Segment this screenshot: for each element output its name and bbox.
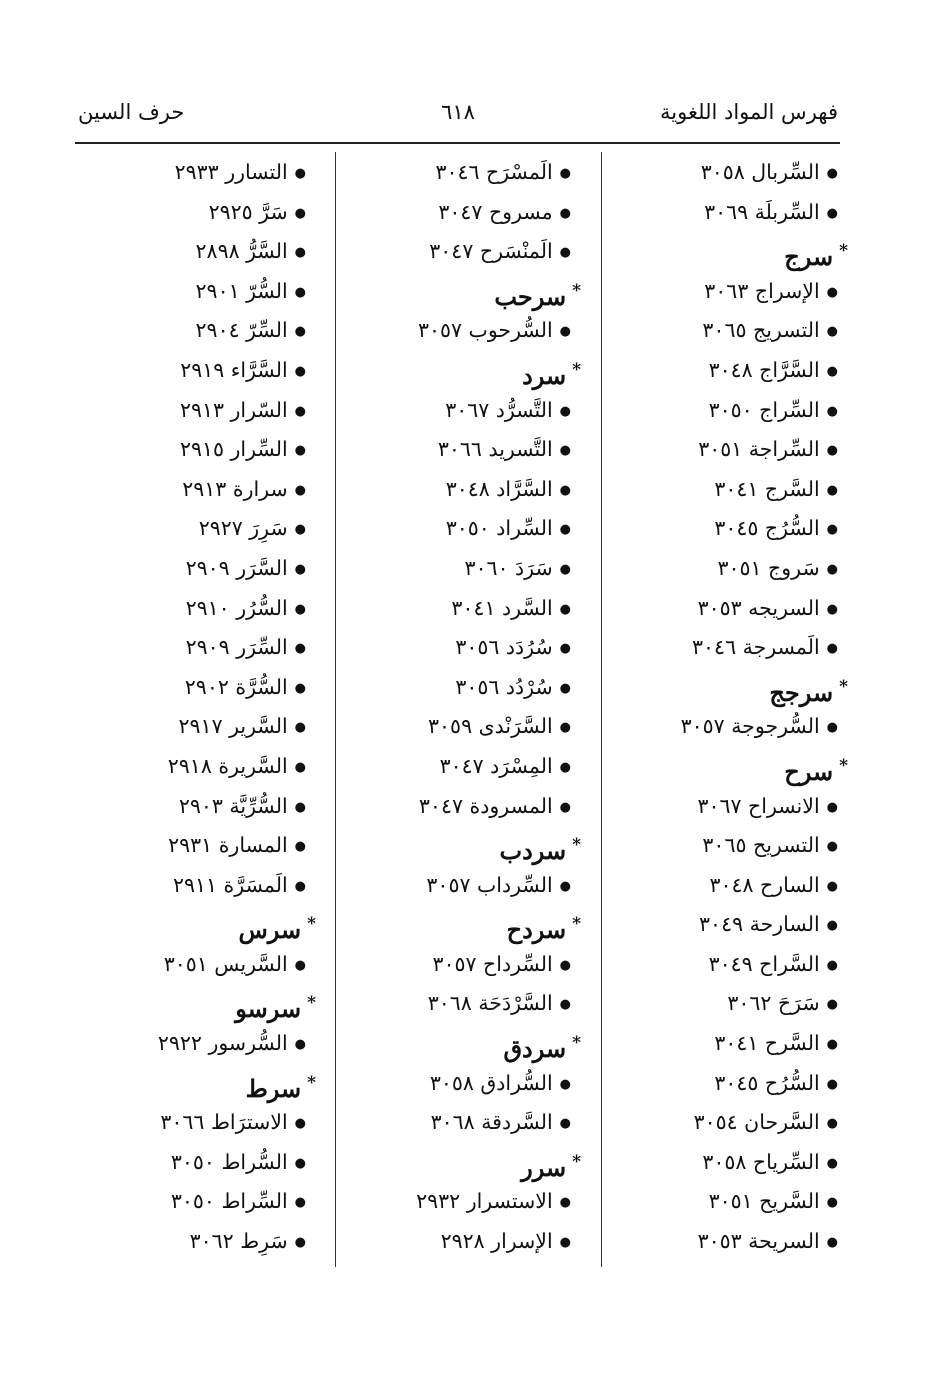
root-label: سردح [506, 915, 567, 945]
index-entry [331, 747, 571, 787]
entry-label: السُّراط ٣٠٥٠ [170, 1149, 288, 1174]
bullet-icon: ● [559, 403, 571, 419]
index-entry [61, 272, 306, 312]
entry-label: السارح ٣٠٤٨ [709, 872, 820, 897]
bullet-icon: ● [294, 1235, 306, 1251]
asterisk-icon: * [839, 241, 848, 262]
index-entry [61, 589, 306, 629]
entry-label: السِّراج ٣٠٥٠ [708, 397, 820, 422]
index-entry [331, 1182, 571, 1222]
bullet-icon: ● [294, 403, 306, 419]
bullet-icon: ● [559, 878, 571, 894]
bullet-icon: ● [559, 1116, 571, 1132]
entry-label: الَمسرجة ٣٠٤٦ [692, 635, 820, 660]
root-heading [61, 1064, 316, 1104]
bullet-icon: ● [559, 561, 571, 577]
entry-label: السُّرّ ٢٩٠١ [195, 278, 288, 303]
bullet-icon: ● [294, 641, 306, 657]
bullet-icon: ● [559, 166, 571, 181]
entry-label: السريحة ٣٠٥٣ [697, 1229, 820, 1254]
entry-label: السَّرح ٣٠٤١ [714, 1031, 820, 1056]
bullet-icon: ● [559, 957, 571, 973]
index-entry [331, 549, 571, 589]
index-entry [331, 153, 571, 193]
index-entry [603, 866, 838, 906]
entry-label: الانسراح ٣٠٦٧ [697, 793, 820, 818]
entry-label: السَّريرة ٢٩١٨ [167, 753, 288, 778]
index-entry [61, 1182, 306, 1222]
entry-label: الإسرار ٢٩٢٨ [440, 1229, 553, 1254]
bullet-icon: ● [826, 166, 838, 181]
entry-label: التسريج ٣٠٦٥ [702, 318, 820, 343]
index-entry [603, 391, 838, 431]
index-entry [61, 470, 306, 510]
index-entry [61, 549, 306, 589]
entry-label: التسريح ٣٠٦٥ [702, 833, 820, 858]
index-entry [603, 1143, 838, 1183]
bullet-icon: ● [294, 166, 306, 181]
index-entry [603, 153, 838, 193]
index-entry [603, 549, 838, 589]
index-entry [61, 351, 306, 391]
bullet-icon: ● [294, 324, 306, 340]
bullet-icon: ● [826, 918, 838, 934]
index-entry [331, 668, 571, 708]
entry-label: السَّرَّاج ٣٠٤٨ [708, 357, 820, 382]
root-label: سردب [499, 836, 567, 866]
entry-label: سَروج ٣٠٥١ [717, 555, 820, 580]
bullet-icon: ● [826, 324, 838, 340]
page-header [78, 100, 838, 130]
bullet-icon: ● [826, 839, 838, 855]
entry-label: سَرَّ ٢٩٢٥ [208, 199, 288, 224]
index-entry [331, 1103, 571, 1143]
bullet-icon: ● [559, 720, 571, 736]
entry-label: السِّرّ ٢٩٠٤ [195, 318, 288, 343]
root-label: سرط [245, 1073, 302, 1103]
bullet-icon: ● [559, 997, 571, 1013]
index-entry [61, 1143, 306, 1183]
header-rule [75, 142, 840, 144]
bullet-icon: ● [294, 482, 306, 498]
asterisk-icon: * [307, 1072, 316, 1093]
index-entry [61, 1103, 306, 1143]
bullet-icon: ● [294, 759, 306, 775]
index-entry [61, 668, 306, 708]
index-entry [61, 391, 306, 431]
index-entry [61, 509, 306, 549]
root-label: سرحب [494, 281, 567, 311]
entry-label: السُّرُج ٣٠٤٥ [714, 516, 820, 541]
bullet-icon: ● [826, 443, 838, 459]
bullet-icon: ● [559, 601, 571, 617]
bullet-icon: ● [826, 799, 838, 815]
bullet-icon: ● [294, 522, 306, 538]
index-column-left [61, 153, 316, 1262]
bullet-icon: ● [559, 522, 571, 538]
bullet-icon: ● [294, 561, 306, 577]
root-heading [331, 351, 581, 391]
bullet-icon: ● [294, 245, 306, 261]
bullet-icon: ● [294, 205, 306, 221]
index-entry [331, 1064, 571, 1104]
root-label: سرس [238, 915, 302, 945]
root-label: سرجج [769, 677, 834, 707]
bullet-icon: ● [559, 1076, 571, 1092]
entry-label: السَّرْدَحَة ٣٠٦٨ [427, 991, 553, 1016]
index-entry [603, 193, 838, 233]
asterisk-icon: * [572, 914, 581, 935]
entry-label: المِسْرَد ٣٠٤٧ [439, 753, 553, 778]
bullet-icon: ● [826, 363, 838, 379]
index-entry [331, 787, 571, 827]
entry-label: سَرَدَ ٣٠٦٠ [464, 555, 553, 580]
index-entry [603, 1182, 838, 1222]
index-entry [61, 787, 306, 827]
index-entry [603, 1064, 838, 1104]
bullet-icon: ● [294, 284, 306, 300]
root-label: سردق [503, 1034, 567, 1064]
index-entry [61, 707, 306, 747]
entry-label: السِّراد ٣٠٥٠ [445, 516, 553, 541]
entry-label: التسارر ٢٩٣٣ [174, 160, 288, 184]
index-entry [603, 1222, 838, 1262]
entry-label: السَّرُّ ٢٨٩٨ [195, 239, 288, 264]
bullet-icon: ● [559, 443, 571, 459]
entry-label: السُّرُر ٢٩١٠ [185, 595, 288, 620]
index-entry [331, 945, 571, 985]
entry-label: السريجه ٣٠٥٣ [697, 595, 820, 620]
index-entry [331, 509, 571, 549]
entry-label: السَّريح ٣٠٥١ [708, 1189, 820, 1214]
index-entry [331, 232, 571, 272]
entry-label: السِّرَر ٢٩٠٩ [185, 635, 288, 660]
asterisk-icon: * [307, 914, 316, 935]
bullet-icon: ● [559, 482, 571, 498]
entry-label: السَّرج ٣٠٤١ [714, 476, 820, 501]
bullet-icon: ● [559, 799, 571, 815]
root-label: سرسو [235, 994, 302, 1024]
index-entry [331, 707, 571, 747]
index-entry [61, 311, 306, 351]
index-entry [603, 430, 838, 470]
bullet-icon: ● [826, 522, 838, 538]
bullet-icon: ● [559, 205, 571, 221]
index-entry [603, 628, 838, 668]
index-entry [331, 1222, 571, 1262]
asterisk-icon: * [572, 359, 581, 380]
root-heading [331, 272, 581, 312]
entry-label: المسرودة ٣٠٤٧ [418, 793, 553, 818]
entry-label: السَّرحان ٣٠٥٤ [693, 1110, 820, 1135]
entry-label: السِّربال ٣٠٥٨ [700, 160, 820, 184]
root-heading [331, 1024, 581, 1064]
bullet-icon: ● [826, 997, 838, 1013]
bullet-icon: ● [559, 245, 571, 261]
page-number: ٦١٨ [441, 100, 475, 124]
bullet-icon: ● [294, 1116, 306, 1132]
index-entry [331, 628, 571, 668]
entry-label: السَّرد ٣٠٤١ [451, 595, 553, 620]
entry-label: السُّرادق ٣٠٥٨ [429, 1070, 553, 1095]
index-entry [603, 905, 838, 945]
asterisk-icon: * [307, 993, 316, 1014]
section-title: حرف السين [78, 100, 185, 124]
index-entry [603, 945, 838, 985]
bullet-icon: ● [294, 363, 306, 379]
bullet-icon: ● [294, 839, 306, 855]
index-entry [61, 945, 306, 985]
entry-label: سُرْدُد ٣٠٥٦ [455, 674, 553, 699]
entry-label: السَّردقة ٣٠٦٨ [430, 1110, 553, 1135]
index-entry [603, 272, 838, 312]
root-label: سرج [784, 242, 834, 272]
bullet-icon: ● [826, 284, 838, 300]
index-entry [603, 1024, 838, 1064]
index-entry [331, 430, 571, 470]
asterisk-icon: * [572, 1033, 581, 1054]
root-label: سرد [522, 360, 567, 390]
index-entry [61, 193, 306, 233]
asterisk-icon: * [572, 1151, 581, 1172]
entry-label: السُّرسور ٢٩٢٢ [157, 1031, 288, 1056]
bullet-icon: ● [826, 1235, 838, 1251]
root-label: سرح [784, 756, 834, 786]
bullet-icon: ● [559, 759, 571, 775]
entry-label: السُّرحوب ٣٠٥٧ [417, 318, 553, 343]
entry-label: المسارة ٢٩٣١ [168, 833, 288, 858]
index-entry [61, 747, 306, 787]
index-entry [603, 589, 838, 629]
index-entry [331, 470, 571, 510]
index-entry [331, 866, 571, 906]
bullet-icon: ● [826, 957, 838, 973]
index-entry [603, 787, 838, 827]
index-column-middle [331, 153, 581, 1262]
entry-label: الاستسرار ٢٩٣٢ [416, 1189, 553, 1214]
entry-label: الاسترَاط ٣٠٦٦ [160, 1110, 288, 1135]
index-entry [603, 707, 838, 747]
index-entry [61, 1024, 306, 1064]
entry-label: السِّربلَة ٣٠٦٩ [704, 199, 820, 224]
root-heading [603, 747, 848, 787]
index-entry [603, 984, 838, 1024]
index-entry [61, 232, 306, 272]
index-entry [603, 826, 838, 866]
index-entry [331, 589, 571, 629]
index-entry [61, 153, 306, 193]
entry-label: السُّرِّيَّة ٢٩٠٣ [178, 793, 288, 818]
root-heading [331, 905, 581, 945]
bullet-icon: ● [559, 1195, 571, 1211]
bullet-icon: ● [559, 641, 571, 657]
bullet-icon: ● [826, 205, 838, 221]
bullet-icon: ● [826, 720, 838, 736]
entry-label: سَرِرَ ٢٩٢٧ [198, 516, 288, 541]
root-heading [603, 668, 848, 708]
bullet-icon: ● [826, 1195, 838, 1211]
bullet-icon: ● [826, 403, 838, 419]
index-entry [61, 430, 306, 470]
index-entry [61, 1222, 306, 1262]
bullet-icon: ● [826, 561, 838, 577]
bullet-icon: ● [826, 641, 838, 657]
index-entry [603, 1103, 838, 1143]
bullet-icon: ● [826, 1155, 838, 1171]
entry-label: السِّرياح ٣٠٥٨ [702, 1149, 820, 1174]
bullet-icon: ● [294, 443, 306, 459]
index-entry [603, 311, 838, 351]
running-title: فهرس المواد اللغوية [660, 100, 838, 124]
entry-label: التَّسريد ٣٠٦٦ [437, 437, 553, 462]
bullet-icon: ● [826, 601, 838, 617]
entry-label: التَّسرُّد ٣٠٦٧ [445, 397, 553, 422]
index-entry [61, 628, 306, 668]
bullet-icon: ● [559, 680, 571, 696]
entry-label: السُّرُح ٣٠٤٥ [714, 1070, 820, 1095]
bullet-icon: ● [294, 1155, 306, 1171]
bullet-icon: ● [826, 1037, 838, 1053]
bullet-icon: ● [826, 1116, 838, 1132]
bullet-icon: ● [294, 720, 306, 736]
bullet-icon: ● [826, 1076, 838, 1092]
asterisk-icon: * [839, 755, 848, 776]
bullet-icon: ● [294, 601, 306, 617]
entry-label: السّرار ٢٩١٣ [179, 397, 288, 422]
entry-label: السِّرداب ٣٠٥٧ [426, 872, 553, 897]
bullet-icon: ● [559, 1235, 571, 1251]
entry-label: السَّرَّاء ٢٩١٩ [180, 357, 288, 382]
root-heading [61, 905, 316, 945]
entry-label: السَّرَّاد ٣٠٤٨ [445, 476, 553, 501]
bullet-icon: ● [559, 324, 571, 340]
bullet-icon: ● [294, 799, 306, 815]
column-divider [601, 152, 602, 1267]
bullet-icon: ● [826, 878, 838, 894]
index-column-right [603, 153, 848, 1262]
entry-label: سَرَحَ ٣٠٦٢ [727, 991, 820, 1016]
root-heading [603, 232, 848, 272]
entry-label: السِّرداح ٣٠٥٧ [432, 951, 553, 976]
entry-label: مسروح ٣٠٤٧ [438, 199, 553, 224]
index-entry [603, 351, 838, 391]
entry-label: السُّرجوجة ٣٠٥٧ [680, 714, 820, 739]
bullet-icon: ● [294, 1037, 306, 1053]
asterisk-icon: * [572, 835, 581, 856]
root-label: سرر [521, 1152, 567, 1182]
index-entry [603, 470, 838, 510]
entry-label: السَّرير ٢٩١٧ [178, 714, 288, 739]
entry-label: السِّراجة ٣٠٥١ [698, 437, 820, 462]
index-entry [331, 193, 571, 233]
entry-label: السَّرَر ٢٩٠٩ [185, 555, 288, 580]
bullet-icon: ● [294, 680, 306, 696]
bullet-icon: ● [826, 482, 838, 498]
asterisk-icon: * [839, 676, 848, 697]
entry-label: الَمسْرَح ٣٠٤٦ [435, 160, 553, 184]
index-entry [331, 311, 571, 351]
index-entry [331, 391, 571, 431]
entry-label: السَّرَنْدى ٣٠٥٩ [428, 714, 553, 739]
entry-label: الَمسَرَّة ٢٩١١ [172, 872, 288, 897]
bullet-icon: ● [294, 878, 306, 894]
asterisk-icon: * [572, 280, 581, 301]
root-heading [331, 826, 581, 866]
entry-label: السارحة ٣٠٤٩ [699, 912, 820, 937]
index-entry [331, 984, 571, 1024]
entry-label: السِّرار ٢٩١٥ [179, 437, 288, 462]
entry-label: السِّراط ٣٠٥٠ [170, 1189, 288, 1214]
bullet-icon: ● [294, 1195, 306, 1211]
index-entry [603, 509, 838, 549]
index-entry [61, 826, 306, 866]
index-entry [61, 866, 306, 906]
entry-label: السَّريس ٣٠٥١ [163, 951, 288, 976]
entry-label: الَمنْسَرح ٣٠٤٧ [429, 239, 553, 264]
entry-label: سُرُدَد ٣٠٥٦ [455, 635, 553, 660]
root-heading [61, 984, 316, 1024]
entry-label: السُّرَّة ٢٩٠٢ [184, 674, 288, 699]
entry-label: الإسراج ٣٠٦٣ [704, 278, 820, 303]
entry-label: سرارة ٢٩١٣ [182, 476, 288, 501]
entry-label: السَّراح ٣٠٤٩ [708, 951, 820, 976]
entry-label: سَرِط ٣٠٦٢ [189, 1229, 288, 1254]
bullet-icon: ● [294, 957, 306, 973]
root-heading [331, 1143, 581, 1183]
